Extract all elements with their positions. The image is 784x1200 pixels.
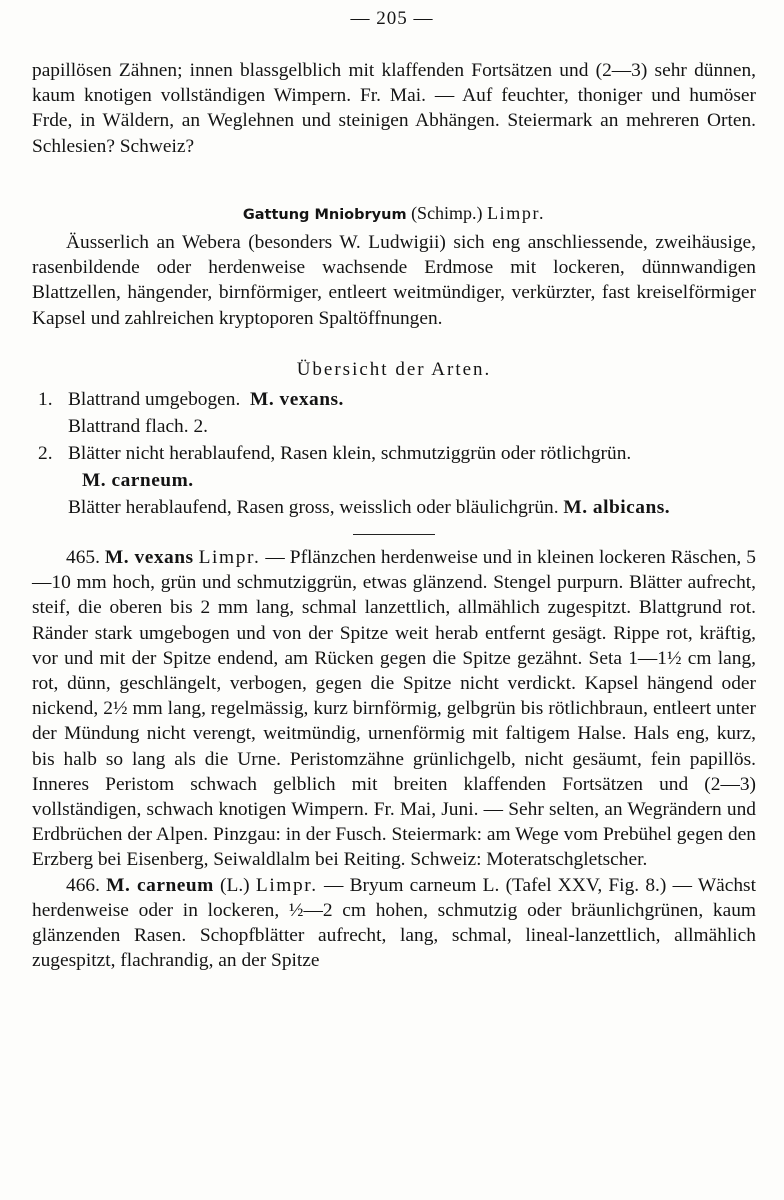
key-number: 1.	[38, 389, 53, 411]
species-number: 465.	[66, 547, 100, 569]
genus-label: Gattung Mniobryum	[242, 206, 407, 223]
species-author: Limpr.	[255, 874, 318, 896]
section-divider	[353, 534, 435, 535]
key-row-1	[32, 386, 756, 413]
species-number: 466.	[66, 874, 100, 896]
key-species: M. albicans.	[563, 497, 671, 519]
species-entry-466	[32, 873, 756, 974]
species-author: Limpr.	[198, 547, 261, 569]
genus-author: Limpr.	[487, 202, 546, 223]
key-text: Blätter nicht herablaufend, Rasen klein, schmutziggrün oder rötlichgrün.	[68, 443, 632, 465]
intro-paragraph: papillösen Zähnen; innen blassgelblich mit klaffenden Fortsätzen und (2—3) sehr dünnen, kaum knotigen vollständigen Wimpern. Fr. Mai. — Auf feuchter, thoniger und humöser Frde, in Wäldern, an Weglehnen und steinigen Abhängen. Steiermark an mehreren Orten. Schlesien? Schweiz?	[32, 60, 756, 157]
key-text: Blattrand umgebogen.	[68, 389, 241, 411]
key-number: 2.	[38, 443, 53, 465]
species-authority: (L.)	[220, 874, 250, 896]
species-key	[32, 386, 756, 521]
key-species: M. carneum.	[82, 470, 194, 492]
species-description: — Pflänzchen herdenweise und in kleinen lockeren Räschen, 5—10 mm hoch, grün und schmutziggrün, etwas glänzend. Stengel purpurn. Blätter aufrecht, steif, die oberen bis 2 mm lang, schmal lanzettlich, allmählich zugespitzt. Blattgrund rot. Ränder stark umgebogen und von der Spitze weit herab entfernt gesägt. Rippe rot, kräftig, vor und mit der Spitze endend, am Rücken gegen die Spitze gezähnt. Seta 1—1½ cm lang, rot, dünn, geschlängelt, verbogen, gegen die Spitze nicht verdickt. Kapsel hängend oder nickend, 2½ mm lang, regelmässig, kurz birnförmig, gelbgrün bis rötlichbraun, entleert unter der Mündung nicht verengt, weitmündig, urnenförmig mit faltigem Halse. Hals eng, kurz, bis halb so lang als die Urne. Peristomzähne grünlichgelb, nicht gesäumt, fein papillös. Inneres Peristom schwach gelblich mit breiten klaffenden Fortsätzen und (2—3) vollständigen, schwach knotigen Wimpern. Fr. Mai, Juni. — Sehr selten, an Wegrändern und Erdbrüchen der Alpen. Pinzgau: in der Fusch. Steiermark: am Wege vom Prebühel gegen den Erzberg bei Eisenberg, Seiwaldlalm bei Reiting. Schweiz: Moteratschgletscher.	[32, 547, 756, 871]
genus-authority: (Schimp.)	[411, 202, 483, 223]
species-name: M. carneum	[106, 874, 214, 896]
overview-title: Übersicht der Arten.	[296, 358, 492, 380]
species-entry-465	[32, 545, 756, 873]
species-description: — Bryum carneum L. (Tafel XXV, Fig. 8.) — Wächst herdenweise oder in lockeren, ½—2 cm hohen, schmutzig oder bräunlichgrünen, kaum glänzenden Rasen. Schopfblätter aufrecht, lang, schmal, lineal-lanzettlich, allmählich zugespitzt, flachrandig, an der Spitze	[32, 874, 756, 972]
key-species: M. vexans.	[250, 389, 344, 411]
key-row-1b	[32, 413, 756, 440]
key-text: Blätter herablaufend, Rasen gross, weisslich oder bläulichgrün.	[68, 497, 559, 519]
genus-description: Äusserlich an Webera (besonders W. Ludwigii) sich eng anschliessende, zweihäusige, rasenbildende oder herdenweise wachsende Erdmose mit lockeren, dünnwandigen Blattzellen, hängender, birnförmiger, entleert weitmündiger, verkürzter, fast kreiselförmiger Kapsel und zahlreichen kryptoporen Spaltöffnungen.	[32, 232, 756, 329]
species-name: M. vexans	[104, 547, 194, 569]
page-body	[32, 58, 756, 973]
page-number: — 205 —	[350, 8, 434, 29]
key-row-2-species	[32, 467, 756, 494]
key-text: Blattrand flach. 2.	[68, 416, 208, 438]
key-row-2b	[32, 494, 756, 521]
genus-heading	[32, 201, 756, 228]
key-row-2	[32, 440, 756, 467]
